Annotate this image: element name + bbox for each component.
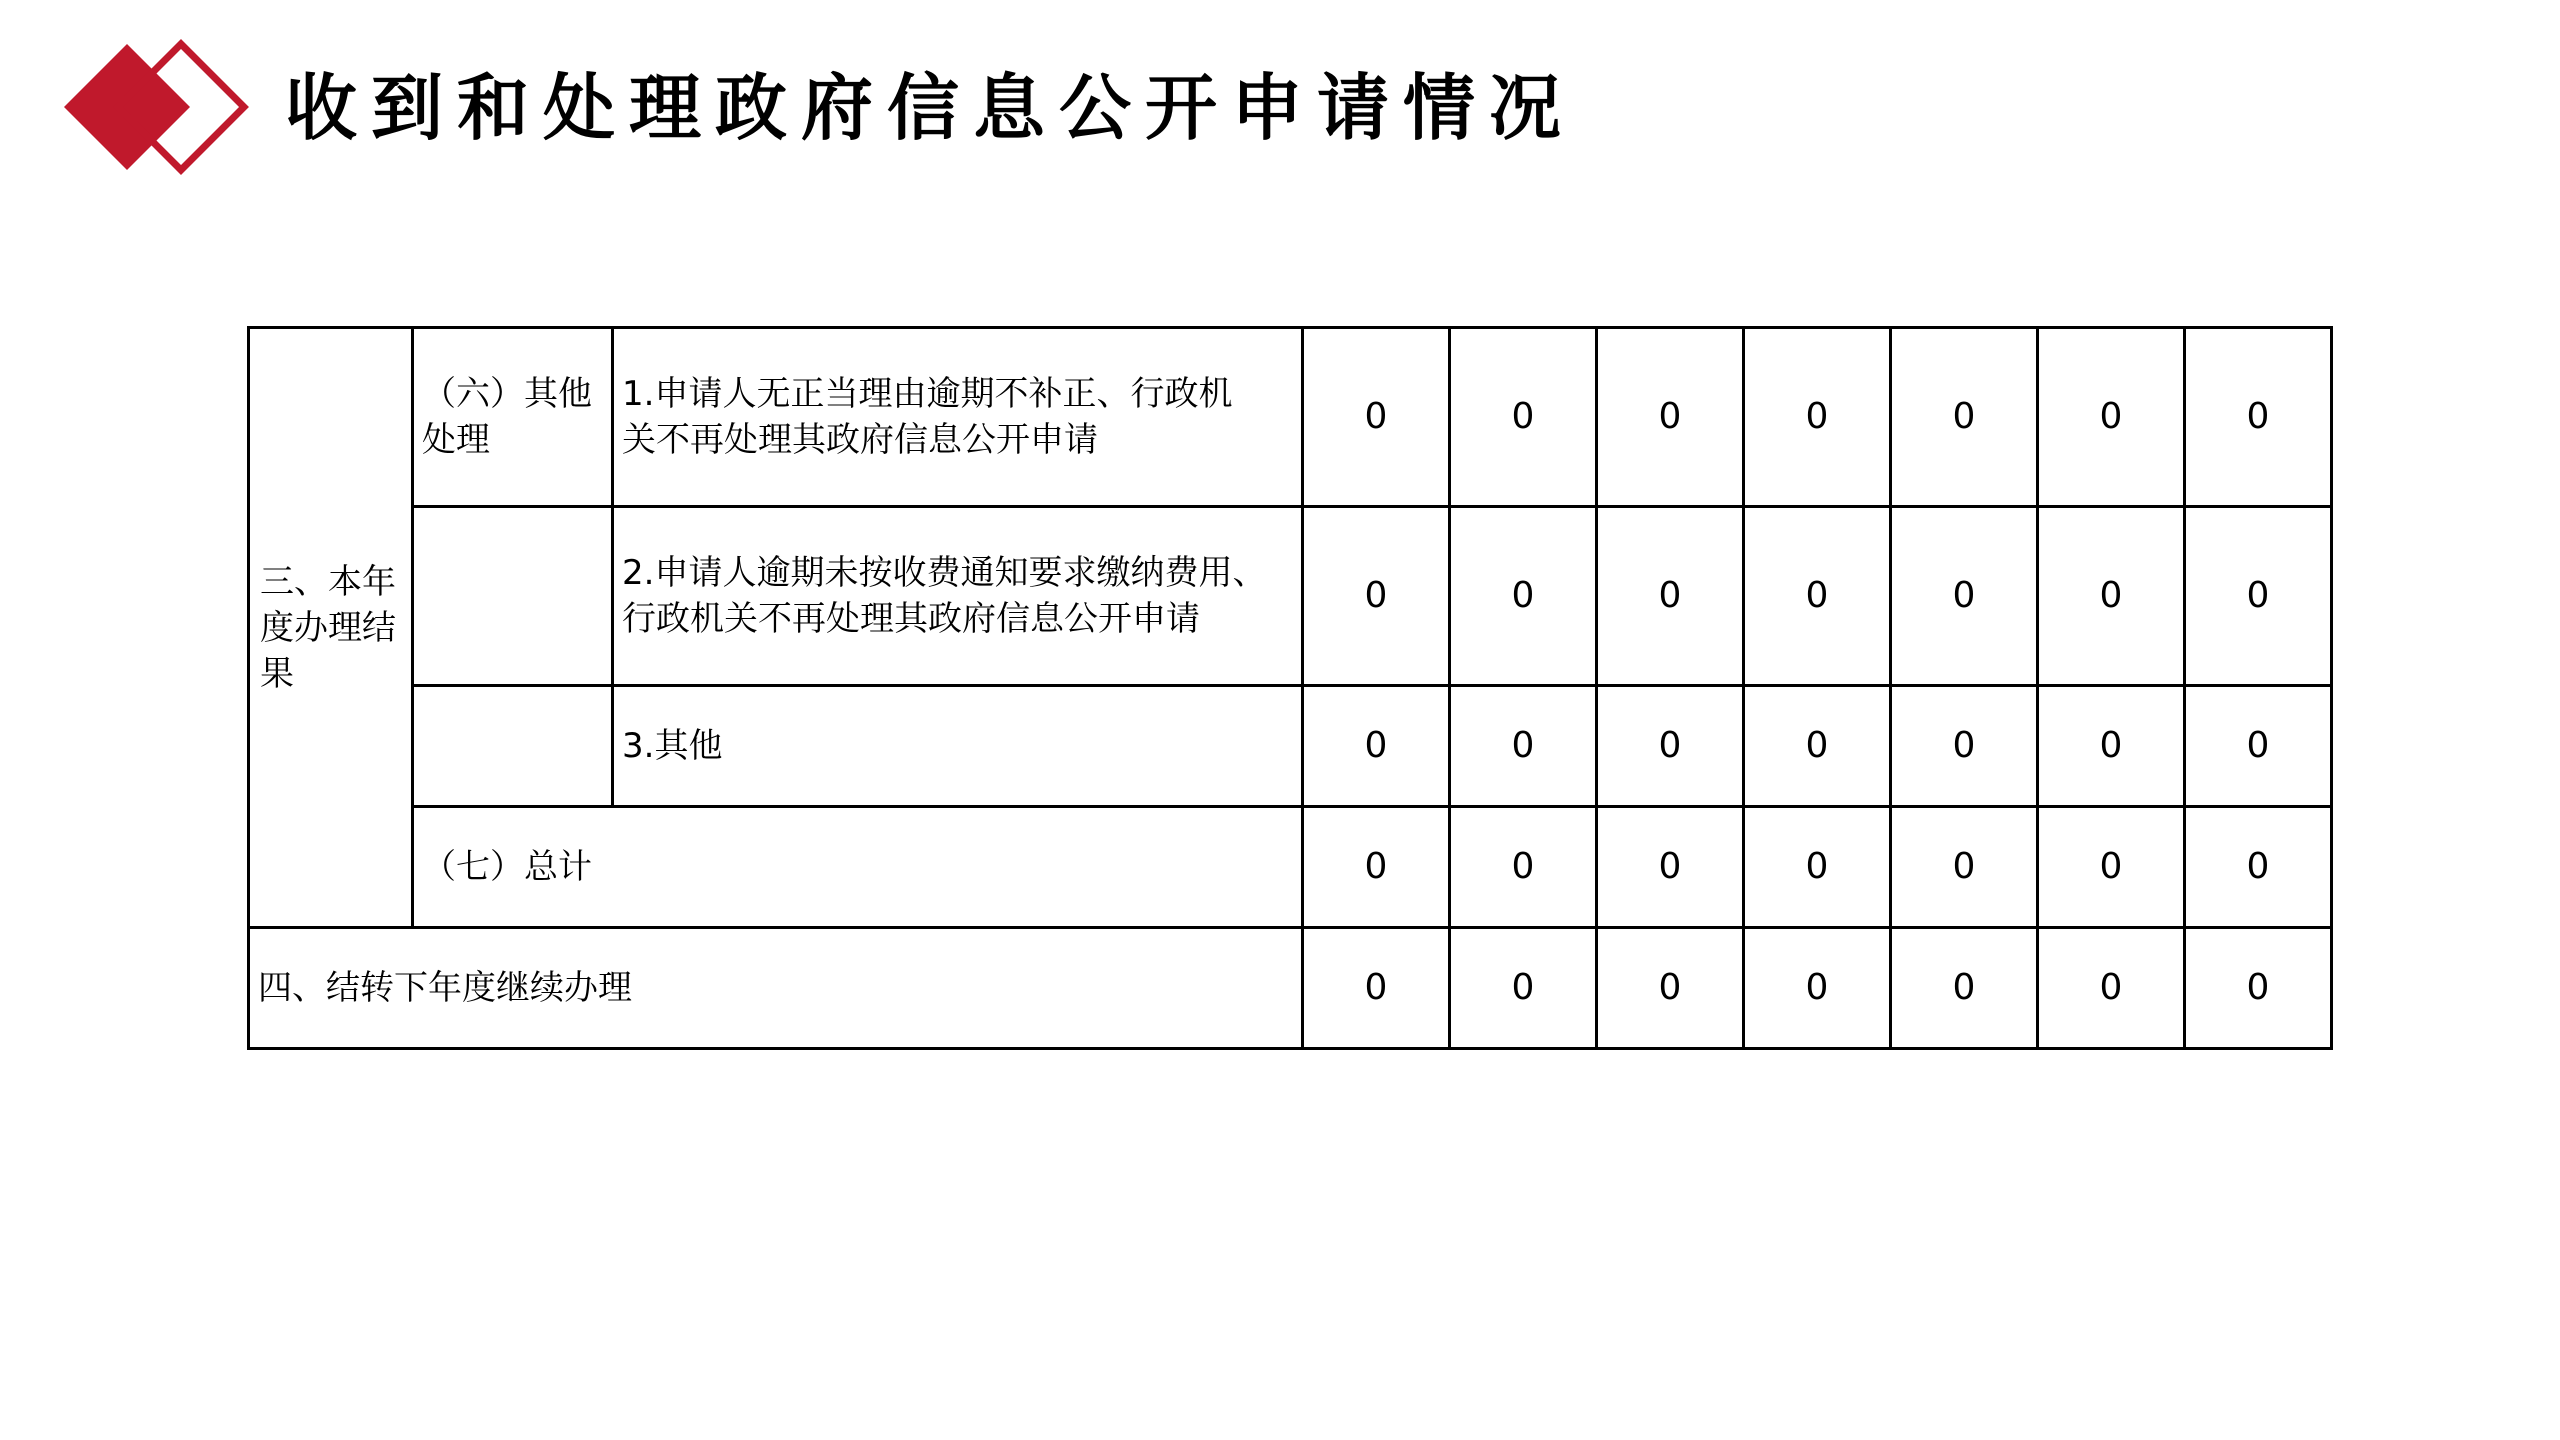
value-cell: 0 — [1450, 807, 1597, 928]
value-cell: 0 — [1744, 928, 1891, 1049]
value-cell: 0 — [1744, 507, 1891, 686]
group-label: （六）其他处理 — [422, 374, 592, 460]
page-title: 收到和处理政府信息公开申请情况 — [285, 66, 1576, 150]
value-cell: 0 — [1597, 807, 1744, 928]
empty-cell — [413, 686, 613, 807]
table-row — [249, 328, 2332, 507]
value-cell: 0 — [1891, 328, 2038, 507]
red-diamond-logo-icon — [0, 0, 260, 200]
value-cell: 0 — [2185, 328, 2332, 507]
row-label-line1: 1.申请人无正当理由逾期不补正、行政机 — [622, 374, 1233, 414]
value-cell: 0 — [1450, 928, 1597, 1049]
value-cell: 0 — [2185, 686, 2332, 807]
row-label-cell — [613, 686, 1303, 807]
value-cell: 0 — [1303, 807, 1450, 928]
row-label-line2: 行政机关不再处理其政府信息公开申请 — [622, 599, 1200, 639]
value-cell: 0 — [2185, 928, 2332, 1049]
value-cell: 0 — [2038, 507, 2185, 686]
value-cell: 0 — [1303, 507, 1450, 686]
value-cell: 0 — [1597, 507, 1744, 686]
value-cell: 0 — [1891, 507, 2038, 686]
table-row — [249, 686, 2332, 807]
value-cell: 0 — [1597, 686, 1744, 807]
value-cell: 0 — [1450, 328, 1597, 507]
section-label: 三、本年度办理结果 — [260, 561, 396, 694]
value-cell: 0 — [1303, 328, 1450, 507]
value-cell: 0 — [2038, 807, 2185, 928]
value-cell: 0 — [1744, 686, 1891, 807]
value-cell: 0 — [1891, 928, 2038, 1049]
value-cell: 0 — [1597, 328, 1744, 507]
table-row — [249, 507, 2332, 686]
value-cell: 0 — [1450, 686, 1597, 807]
value-cell: 0 — [2038, 328, 2185, 507]
value-cell: 0 — [1891, 686, 2038, 807]
row-label-line2: 关不再处理其政府信息公开申请 — [622, 420, 1098, 460]
row-label-cell — [613, 507, 1303, 686]
value-cell: 0 — [1891, 807, 2038, 928]
row-label-line1: 3.其他 — [622, 726, 723, 766]
carryover-label: 四、结转下年度继续办理 — [258, 968, 632, 1008]
table-row-total — [249, 807, 2332, 928]
value-cell: 0 — [1744, 328, 1891, 507]
section-label-cell — [249, 328, 413, 928]
carryover-label-cell — [249, 928, 1303, 1049]
data-table — [247, 326, 2333, 1050]
empty-cell — [413, 507, 613, 686]
value-cell: 0 — [1303, 928, 1450, 1049]
row-label-line1: 2.申请人逾期未按收费通知要求缴纳费用、 — [622, 553, 1267, 593]
value-cell: 0 — [1450, 507, 1597, 686]
value-cell: 0 — [2038, 686, 2185, 807]
total-label-cell — [413, 807, 1303, 928]
value-cell: 0 — [2185, 507, 2332, 686]
row-label-cell — [613, 328, 1303, 507]
value-cell: 0 — [1597, 928, 1744, 1049]
group-label-cell — [413, 328, 613, 507]
value-cell: 0 — [1744, 807, 1891, 928]
value-cell: 0 — [2185, 807, 2332, 928]
total-label: （七）总计 — [422, 847, 592, 887]
table-row-carryover — [249, 928, 2332, 1049]
value-cell: 0 — [2038, 928, 2185, 1049]
value-cell: 0 — [1303, 686, 1450, 807]
